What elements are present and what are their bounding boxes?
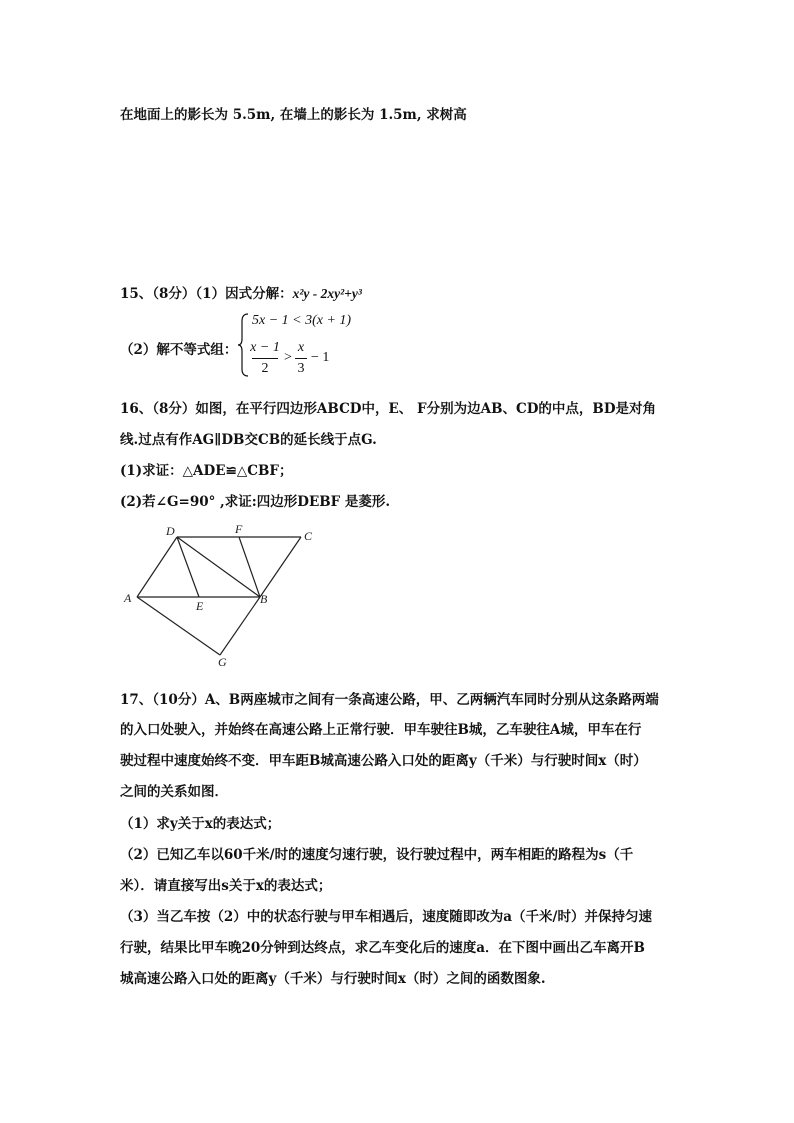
q17-line4: 之间的关系如图． [120,784,228,800]
segment-FB [239,537,260,597]
ineq2-right-den: 3 [297,361,305,376]
segment-BG [220,597,260,655]
inequality-brace [238,313,250,377]
label-D: D [166,524,175,538]
q17-line7: 米）．请直接写出s关于x的表达式； [120,878,332,894]
q15-line1 [120,282,362,302]
label-G: G [218,655,227,669]
q16-line2: 线.过点有作AG∥DB交CB的延长线于点G. [120,432,377,448]
q15-header: 15、（8分）（1）因式分解： [120,286,293,302]
ineq2-right-bar [295,358,307,359]
intro-line: 在地面上的影长为 5.5m, 在墙上的影长为 1.5m, 求树高 [120,107,467,123]
q17-line8: （3）当乙车按（2）中的状态行驶与甲车相遇后，速度随即改为a（千米/时）并保持匀速 [120,909,652,925]
label-A: A [124,591,132,605]
ineq2-left-num: x − 1 [250,340,280,355]
ineq2-right-num: x [297,340,305,355]
q17-line6: （2）已知乙车以60千米/时的速度匀速行驶，设行驶过程中，两车相距的路程为s（千 [120,847,634,863]
label-C: C [304,529,313,543]
parallelogram-figure [115,520,330,670]
ineq2-tail: − 1 [311,350,330,365]
q16-line4: (2)若∠G=90° ,求证:四边形DEBF 是菱形. [120,494,391,510]
segment-DE [177,537,199,597]
segment-AG [137,597,220,655]
q17-line2: 的入口处驶入，并始终在高速公路上正常行驶．甲车驶往B城，乙车驶往A城，甲车在行 [120,722,642,738]
q17-line1: 17、（10分）A、B两座城市之间有一条高速公路，甲、乙两辆汽车同时分别从这条路两端 [120,692,659,708]
ineq2-op: > [284,350,292,365]
q15-part1-expr: x²y - 2xy²+y³ [292,286,362,301]
q16-line1: 16、（8分）如图，在平行四边形ABCD中，E、 F分别为边AB、CD的中点，BD是对角 [120,401,657,417]
q17-line9: 行驶，结果比甲车晚20分钟到达终点，求乙车变化后的速度a．在下图中画出乙车离开B [120,940,645,956]
q17-line3: 驶过程中速度始终不变．甲车距B城高速公路入口处的距离y（千米）与行驶时间x（时） [120,753,647,769]
q15-part2-label: （2）解不等式组： [120,342,238,358]
q17-line10: 城高速公路入口处的距离y（千米）与行驶时间x（时）之间的函数图象. [120,971,546,987]
label-F: F [235,522,243,536]
label-E: E [196,599,204,613]
inequality-1: 5x − 1 < 3(x + 1) [252,313,352,328]
ineq2-left-den: 2 [261,361,269,376]
segment-AD [137,537,177,597]
segment-BC [260,537,301,597]
ineq2-left-bar [252,358,278,359]
q17-line5: （1）求y关于x的表达式； [120,816,281,832]
segment-DB [177,537,260,597]
label-B: B [260,592,268,606]
q16-line3: (1)求证：△ADE≌△CBF； [120,463,293,479]
